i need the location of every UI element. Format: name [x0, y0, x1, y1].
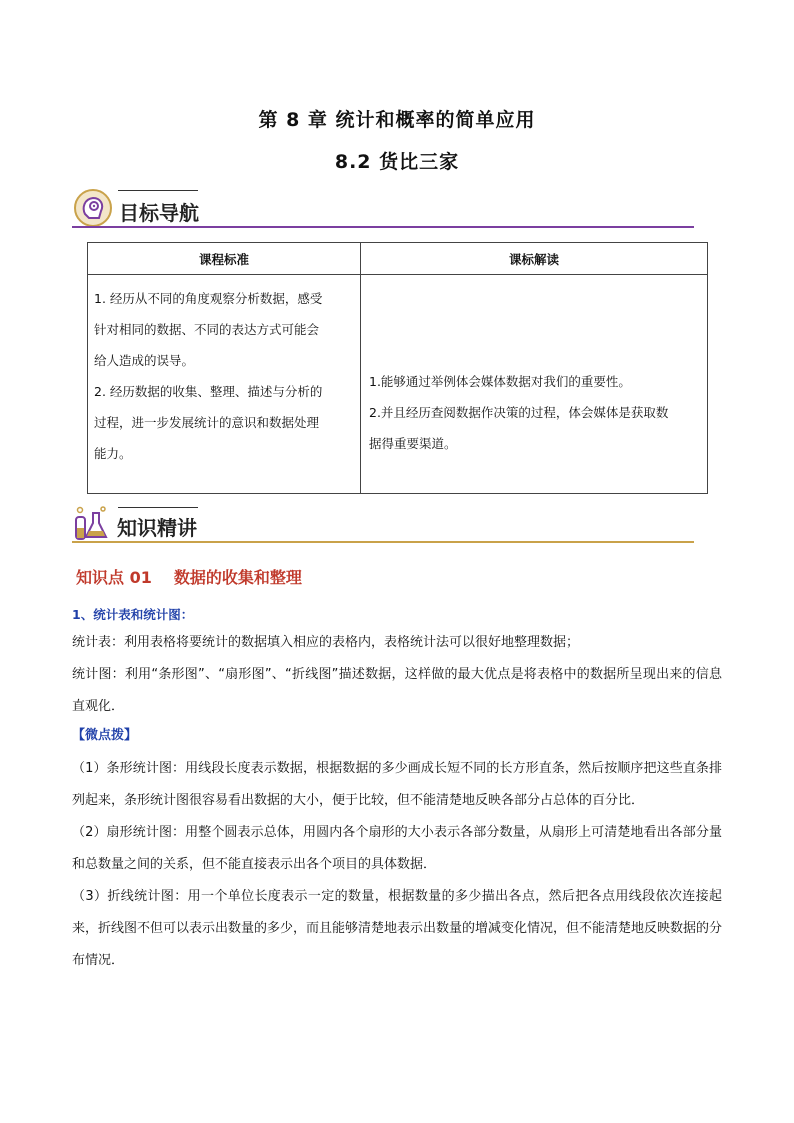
table-cell-standard — [88, 275, 361, 494]
tip-paragraph: （2）扇形统计图：用整个圆表示总体，用圆内各个扇形的大小表示各部分数量，从扇形上可清楚地看出各部分量和总数量之间的关系，但不能直接表示出各个项目的具体数据． — [72, 825, 722, 872]
brain-gears-icon — [73, 188, 113, 228]
table-header-row — [88, 243, 708, 275]
table-line: 1.能够通过举例体会媒体数据对我们的重要性。 — [369, 374, 631, 389]
table-line: 针对相同的数据、不同的表达方式可能会 — [94, 322, 320, 337]
table-line: 过程，进一步发展统计的意识和数据处理 — [94, 415, 320, 430]
tip-label: 【微点拨】 — [72, 728, 138, 743]
table-header-cell: 课程标准 — [88, 243, 361, 275]
section-title-knowledge: 知识精讲 — [117, 516, 197, 540]
knowledge-point-heading — [76, 565, 324, 588]
chapter-title: 第 8 章 统计和概率的简单应用 — [258, 109, 536, 131]
paragraph: 统计图：利用“条形图”、“扇形图”、“折线图”描述数据，这样做的最大优点是将表格中的数据所呈现出来的信息直观化． — [72, 667, 722, 714]
table-line: 2. 经历数据的收集、整理、描述与分析的 — [94, 384, 323, 399]
section-title-goals: 目标导航 — [119, 201, 199, 225]
section-overline — [118, 190, 198, 191]
section-divider — [72, 226, 694, 228]
tip-paragraphs — [72, 753, 722, 977]
table-line: 能力。 — [94, 446, 132, 461]
table-line: 给人造成的误导。 — [94, 353, 195, 368]
table-cell-interpretation — [361, 275, 708, 494]
table-line: 2.并且经历查阅数据作决策的过程，体会媒体是获取数 — [369, 405, 669, 420]
table-line: 1. 经历从不同的角度观察分析数据，感受 — [94, 291, 323, 306]
table-header-cell: 课标解读 — [361, 243, 708, 275]
subheading: 1、统计表和统计图： — [72, 607, 194, 622]
table-row — [88, 275, 708, 494]
knowledge-point-title: 数据的收集和整理 — [173, 568, 302, 587]
tip-paragraph: （3）折线统计图：用一个单位长度表示一定的数量，根据数量的多少描出各点，然后把各点用线段依次连接起来，折线图不但可以表示出数量的多少，而且能够清楚地表示出数量的增减变化情况，但不能清楚地反映数据的分布情况． — [72, 889, 723, 968]
intro-paragraphs — [72, 627, 722, 723]
lab-flask-icon — [70, 503, 110, 543]
section-title: 8.2 货比三家 — [334, 151, 460, 173]
paragraph: 统计表：利用表格将要统计的数据填入相应的表格内，表格统计法可以很好地整理数据； — [72, 635, 580, 650]
section-divider — [72, 541, 694, 543]
section-overline — [118, 507, 198, 508]
tip-paragraph: （1）条形统计图：用线段长度表示数据，根据数据的多少画成长短不同的长方形直条，然后按顺序把这些直条排列起来，条形统计图很容易看出数据的大小，便于比较，但不能清楚地反映各部分占总体的百分比． — [72, 761, 722, 808]
knowledge-point-label: 知识点 01 — [76, 568, 152, 587]
table-line: 据得重要渠道。 — [369, 436, 457, 451]
standards-table — [87, 242, 708, 494]
